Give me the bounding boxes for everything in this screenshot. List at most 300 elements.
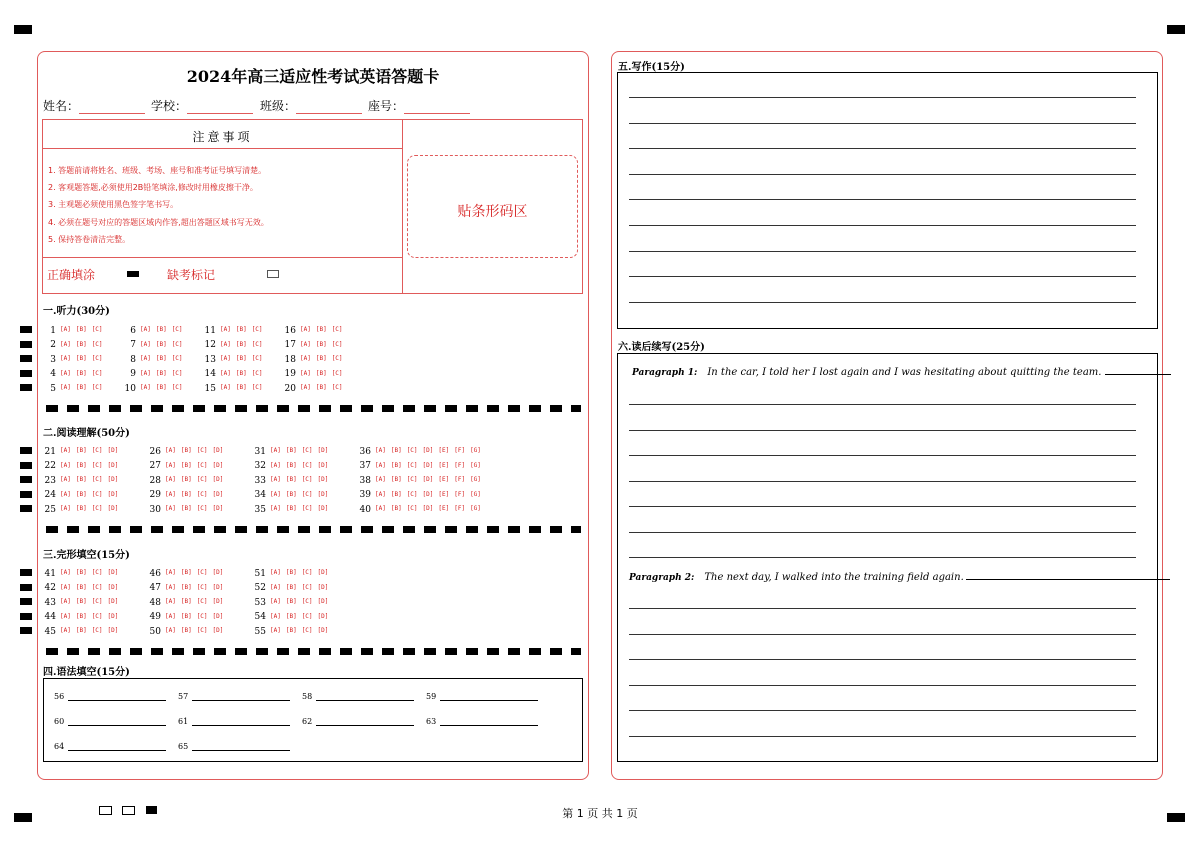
continuation-line (629, 736, 1136, 737)
listening-answer-bubble[interactable]: [B] (155, 384, 167, 391)
cloze-answer-bubble[interactable]: [A] (60, 569, 71, 576)
cloze-question-row (145, 582, 228, 594)
reading-answer-bubble[interactable]: [E] (438, 490, 450, 498)
cloze-answer-bubble[interactable]: [C] (196, 583, 208, 591)
listening-answer-bubble[interactable]: [C] (171, 326, 183, 333)
grammar-blank[interactable] (54, 717, 174, 729)
cloze-answer-bubble[interactable]: [D] (317, 583, 329, 591)
reading-answer-bubble[interactable]: [D] (422, 447, 434, 454)
grammar-blank[interactable] (54, 692, 174, 704)
cloze-answer-bubble[interactable]: [D] (317, 612, 329, 620)
listening-answer-bubble[interactable]: [C] (331, 384, 343, 391)
reading-answer-bubble[interactable]: [F] (454, 461, 466, 469)
reading-question-row (40, 474, 123, 486)
listening-question-number: 8 (130, 354, 136, 365)
listening-answer-bubble[interactable]: [A] (220, 340, 231, 348)
reading-answer-bubble[interactable]: [G] (470, 447, 481, 454)
listening-answer-bubble[interactable]: [C] (91, 355, 103, 362)
reading-question-number: 35 (254, 504, 266, 515)
reading-answer-bubble[interactable]: [C] (301, 476, 313, 483)
reading-answer-bubble[interactable]: [C] (406, 490, 418, 498)
cloze-answer-bubble[interactable]: [D] (107, 612, 119, 620)
reading-answer-bubble[interactable]: [A] (60, 461, 71, 469)
reading-answer-bubble[interactable]: [G] (470, 461, 481, 469)
reading-answer-bubble[interactable]: [F] (454, 490, 466, 498)
cloze-answer-bubble[interactable]: [B] (75, 598, 87, 605)
listening-answer-bubble[interactable]: [B] (155, 326, 167, 333)
listening-question-row (40, 353, 108, 365)
listening-answer-bubble[interactable]: [C] (171, 369, 183, 377)
listening-timing-mark (20, 355, 32, 362)
reading-answer-bubble[interactable]: [F] (454, 447, 466, 454)
cloze-answer-bubble[interactable]: [A] (270, 627, 281, 634)
school-field[interactable] (151, 97, 253, 114)
continuation-line (629, 710, 1136, 711)
reading-question-number: 36 (359, 446, 371, 457)
reading-answer-bubble[interactable]: [G] (470, 476, 481, 483)
listening-answer-bubble[interactable]: [B] (235, 326, 247, 333)
reading-answer-bubble[interactable]: [B] (180, 447, 192, 454)
cloze-answer-bubble[interactable]: [B] (75, 612, 87, 620)
reading-answer-bubble[interactable]: [A] (375, 461, 386, 469)
cloze-question-number: 49 (149, 612, 161, 622)
reading-answer-bubble[interactable]: [B] (75, 461, 87, 469)
reading-answer-bubble[interactable]: [G] (470, 490, 481, 498)
listening-answer-bubble[interactable]: [B] (75, 369, 87, 377)
name-underline (79, 101, 145, 114)
paragraph-2-label: Paragraph 2: (629, 573, 695, 583)
reading-question-number: 27 (149, 461, 161, 471)
listening-answer-bubble[interactable]: [B] (235, 384, 247, 391)
reading-answer-bubble[interactable]: [G] (470, 505, 481, 512)
writing-line (629, 123, 1136, 124)
reading-answer-bubble[interactable]: [A] (270, 447, 281, 454)
cloze-answer-bubble[interactable]: [B] (180, 569, 192, 576)
writing-box[interactable] (617, 72, 1158, 329)
cloze-answer-bubble[interactable]: [A] (60, 612, 71, 620)
listening-timing-mark (20, 326, 32, 333)
listening-answer-bubble[interactable]: [C] (91, 369, 103, 377)
cloze-answer-bubble[interactable]: [D] (107, 598, 119, 605)
cloze-answer-bubble[interactable]: [C] (196, 569, 208, 576)
cloze-answer-bubble[interactable]: [B] (180, 627, 192, 634)
listening-answer-bubble[interactable]: [C] (251, 369, 263, 377)
listening-answer-bubble[interactable]: [B] (75, 340, 87, 348)
cloze-answer-bubble[interactable]: [D] (317, 569, 329, 576)
listening-answer-bubble[interactable]: [B] (315, 369, 327, 377)
reading-answer-bubble[interactable]: [A] (270, 476, 281, 483)
reading-answer-bubble[interactable]: [C] (91, 476, 103, 483)
continuation-line (629, 532, 1136, 533)
reading-answer-bubble[interactable]: [D] (317, 476, 329, 483)
listening-answer-bubble[interactable]: [B] (315, 326, 327, 333)
cloze-timing-mark (20, 569, 32, 576)
listening-question-row (40, 324, 108, 336)
listening-answer-bubble[interactable]: [B] (75, 355, 87, 362)
notice-item: 5. 保持答卷清洁完整。 (48, 234, 131, 244)
reading-answer-bubble[interactable]: [D] (317, 490, 329, 498)
cloze-answer-bubble[interactable]: [D] (212, 627, 224, 634)
reading-question-row (250, 460, 333, 472)
grammar-blank[interactable] (426, 692, 546, 704)
listening-answer-bubble[interactable]: [A] (220, 326, 231, 333)
reading-answer-bubble[interactable]: [C] (91, 461, 103, 469)
cloze-answer-bubble[interactable]: [C] (196, 627, 208, 634)
listening-answer-bubble[interactable]: [B] (155, 355, 167, 362)
listening-answer-bubble[interactable]: [B] (315, 340, 327, 348)
listening-answer-bubble[interactable]: [A] (220, 384, 231, 391)
cloze-answer-bubble[interactable]: [B] (285, 583, 297, 591)
cloze-answer-bubble[interactable]: [C] (301, 627, 313, 634)
grammar-blank[interactable] (54, 742, 174, 754)
cloze-question-row (250, 611, 333, 623)
listening-question-number: 18 (284, 354, 296, 365)
listening-answer-bubble[interactable]: [B] (235, 369, 247, 377)
listening-answer-bubble[interactable]: [B] (155, 340, 167, 348)
reading-answer-bubble[interactable]: [D] (317, 461, 329, 469)
cloze-answer-bubble[interactable]: [A] (60, 583, 71, 591)
reading-answer-bubble[interactable]: [D] (212, 505, 224, 512)
listening-answer-bubble[interactable]: [A] (300, 355, 311, 362)
listening-answer-bubble[interactable]: [A] (140, 355, 151, 362)
reading-answer-bubble[interactable]: [C] (196, 490, 208, 498)
continuation-line (629, 430, 1136, 431)
listening-answer-bubble[interactable]: [C] (171, 355, 183, 362)
reading-answer-bubble[interactable]: [D] (422, 476, 434, 483)
reading-answer-bubble[interactable]: [C] (301, 461, 313, 469)
reading-answer-bubble[interactable]: [D] (212, 461, 224, 469)
cloze-answer-bubble[interactable]: [A] (270, 569, 281, 576)
reading-answer-bubble[interactable]: [A] (60, 505, 71, 512)
cloze-answer-bubble[interactable]: [A] (165, 569, 176, 576)
listening-question-number: 1 (50, 325, 56, 336)
listening-answer-bubble[interactable]: [C] (331, 340, 343, 348)
grammar-blank[interactable] (178, 692, 298, 704)
cloze-answer-bubble[interactable]: [A] (165, 598, 176, 605)
reading-answer-bubble[interactable]: [C] (196, 461, 208, 469)
page-number: 第 1 页 共 1 页 (562, 807, 638, 820)
continuation-line (629, 506, 1136, 507)
class-label: 班级： (260, 99, 297, 113)
name-label: 姓名： (43, 99, 80, 113)
reading-answer-bubble[interactable]: [C] (301, 505, 313, 512)
reading-answer-bubble[interactable]: [A] (375, 476, 386, 483)
listening-answer-bubble[interactable]: [C] (171, 340, 183, 348)
reading-answer-bubble[interactable]: [A] (270, 505, 281, 512)
listening-answer-bubble[interactable]: [A] (140, 326, 151, 333)
cloze-answer-bubble[interactable]: [D] (317, 627, 329, 634)
cloze-answer-bubble[interactable]: [B] (75, 569, 87, 576)
reading-answer-bubble[interactable]: [C] (301, 490, 313, 498)
name-field[interactable] (43, 97, 145, 114)
reading-answer-bubble[interactable]: [A] (270, 461, 281, 469)
reading-answer-bubble[interactable]: [C] (196, 505, 208, 512)
listening-question-number: 10 (124, 383, 136, 394)
cloze-answer-bubble[interactable]: [C] (91, 627, 103, 634)
reading-answer-bubble[interactable]: [B] (285, 476, 297, 483)
listening-answer-bubble[interactable]: [A] (60, 355, 71, 362)
reading-question-number: 38 (359, 475, 371, 486)
class-field[interactable] (260, 97, 362, 114)
listening-answer-bubble[interactable]: [A] (220, 355, 231, 362)
listening-answer-bubble[interactable]: [B] (155, 369, 167, 377)
reading-answer-bubble[interactable]: [B] (285, 505, 297, 512)
reading-answer-bubble[interactable]: [D] (212, 476, 224, 483)
listening-question-row (120, 382, 188, 394)
cloze-answer-bubble[interactable]: [A] (60, 598, 71, 605)
cloze-answer-bubble[interactable]: [B] (285, 598, 297, 605)
cloze-question-row (145, 567, 228, 579)
listening-answer-bubble[interactable]: [B] (315, 384, 327, 391)
cloze-answer-bubble[interactable]: [B] (180, 583, 192, 591)
cloze-question-row (40, 582, 123, 594)
listening-answer-bubble[interactable]: [A] (220, 369, 231, 377)
reading-answer-bubble[interactable]: [A] (60, 476, 71, 483)
listening-answer-bubble[interactable]: [B] (235, 355, 247, 362)
reading-answer-bubble[interactable]: [A] (270, 490, 281, 498)
reading-answer-bubble[interactable]: [B] (390, 505, 402, 512)
listening-answer-bubble[interactable]: [A] (300, 384, 311, 391)
listening-answer-bubble[interactable]: [A] (300, 369, 311, 377)
listening-question-row (120, 368, 188, 380)
cloze-answer-bubble[interactable]: [B] (285, 569, 297, 576)
listening-answer-bubble[interactable]: [A] (60, 369, 71, 377)
reading-answer-bubble[interactable]: [D] (422, 490, 434, 498)
footer-filled-box (146, 806, 157, 814)
cloze-answer-bubble[interactable]: [B] (75, 583, 87, 591)
reading-answer-bubble[interactable]: [D] (107, 461, 119, 469)
reading-answer-bubble[interactable]: [A] (60, 447, 71, 454)
school-underline (187, 101, 253, 114)
grammar-blank[interactable] (178, 742, 298, 754)
reading-answer-bubble[interactable]: [B] (390, 476, 402, 483)
listening-answer-bubble[interactable]: [C] (251, 355, 263, 362)
cloze-answer-bubble[interactable]: [C] (301, 583, 313, 591)
listening-answer-bubble[interactable]: [C] (91, 326, 103, 333)
listening-answer-bubble[interactable]: [A] (140, 369, 151, 377)
cloze-answer-bubble[interactable]: [A] (60, 627, 71, 634)
cloze-answer-bubble[interactable]: [D] (107, 583, 119, 591)
listening-timing-mark (20, 341, 32, 348)
cloze-answer-bubble[interactable]: [A] (165, 612, 176, 620)
reading-answer-bubble[interactable]: [A] (165, 447, 176, 454)
listening-answer-bubble[interactable]: [B] (235, 340, 247, 348)
cloze-answer-bubble[interactable]: [B] (75, 627, 87, 634)
listening-question-row (120, 324, 188, 336)
reading-timing-mark (20, 447, 32, 454)
reading-answer-bubble[interactable]: [A] (165, 476, 176, 483)
listening-answer-bubble[interactable]: [A] (60, 384, 71, 391)
cloze-answer-bubble[interactable]: [C] (91, 583, 103, 591)
reading-answer-bubble[interactable]: [D] (422, 461, 434, 469)
reading-answer-bubble[interactable]: [C] (406, 505, 418, 512)
cloze-answer-bubble[interactable]: [B] (285, 612, 297, 620)
reading-answer-bubble[interactable]: [A] (375, 490, 386, 498)
reading-answer-bubble[interactable]: [D] (317, 505, 329, 512)
reading-answer-bubble[interactable]: [F] (454, 476, 466, 483)
cloze-answer-bubble[interactable]: [D] (107, 569, 119, 576)
listening-answer-bubble[interactable]: [B] (315, 355, 327, 362)
reading-timing-mark (20, 491, 32, 498)
reading-answer-bubble[interactable]: [B] (180, 476, 192, 483)
listening-answer-bubble[interactable]: [B] (75, 326, 87, 333)
grammar-blank[interactable] (302, 692, 422, 704)
listening-answer-bubble[interactable]: [B] (75, 384, 87, 391)
reading-answer-bubble[interactable]: [D] (212, 447, 224, 454)
reading-answer-bubble[interactable]: [E] (438, 461, 450, 469)
grammar-blank-line (68, 725, 166, 726)
reading-answer-bubble[interactable]: [A] (165, 461, 176, 469)
reading-answer-bubble[interactable]: [A] (60, 490, 71, 498)
reading-answer-bubble[interactable]: [D] (107, 490, 119, 498)
cloze-answer-bubble[interactable]: [C] (91, 569, 103, 576)
reading-answer-bubble[interactable]: [A] (165, 490, 176, 498)
reading-answer-bubble[interactable]: [D] (107, 505, 119, 512)
listening-answer-bubble[interactable]: [C] (331, 355, 343, 362)
footer-box (99, 806, 112, 815)
cloze-question-number: 48 (149, 597, 161, 608)
reading-answer-bubble[interactable]: [C] (406, 476, 418, 483)
reading-timing-mark (20, 505, 32, 512)
absent-mark-box[interactable] (267, 270, 279, 278)
cloze-answer-bubble[interactable]: [D] (212, 612, 224, 620)
reading-question-number: 28 (149, 475, 161, 486)
reading-answer-bubble[interactable]: [B] (180, 490, 192, 498)
cloze-answer-bubble[interactable]: [D] (212, 583, 224, 591)
reading-question-row (355, 445, 486, 457)
cloze-answer-bubble[interactable]: [C] (301, 612, 313, 620)
notice-divider-header (42, 148, 403, 149)
barcode-label: 贴条形码区 (457, 204, 528, 220)
reading-answer-bubble[interactable]: [D] (317, 447, 329, 454)
cloze-answer-bubble[interactable]: [C] (301, 569, 313, 576)
reading-answer-bubble[interactable]: [E] (438, 505, 450, 512)
reading-answer-bubble[interactable]: [C] (91, 505, 103, 512)
reading-answer-bubble[interactable]: [D] (107, 447, 119, 454)
listening-answer-bubble[interactable]: [C] (91, 384, 103, 391)
listening-answer-bubble[interactable]: [C] (91, 340, 103, 348)
cloze-answer-bubble[interactable]: [B] (180, 598, 192, 605)
reading-timing-mark (20, 476, 32, 483)
reading-answer-bubble[interactable]: [C] (406, 461, 418, 469)
cloze-answer-bubble[interactable]: [C] (91, 598, 103, 605)
reading-answer-bubble[interactable]: [B] (180, 505, 192, 512)
cloze-question-row (145, 611, 228, 623)
reading-answer-bubble[interactable]: [D] (107, 476, 119, 483)
cloze-answer-bubble[interactable]: [D] (107, 627, 119, 634)
listening-answer-bubble[interactable]: [C] (251, 326, 263, 333)
cloze-answer-bubble[interactable]: [C] (91, 612, 103, 620)
reading-answer-bubble[interactable]: [B] (180, 461, 192, 469)
listening-answer-bubble[interactable]: [C] (251, 340, 263, 348)
reading-answer-bubble[interactable]: [F] (454, 505, 466, 512)
writing-line (629, 148, 1136, 149)
listening-answer-bubble[interactable]: [A] (140, 340, 151, 348)
cloze-answer-bubble[interactable]: [B] (180, 612, 192, 620)
reading-answer-bubble[interactable]: [D] (422, 505, 434, 512)
reading-answer-bubble[interactable]: [B] (285, 461, 297, 469)
listening-answer-bubble[interactable]: [A] (60, 340, 71, 348)
reading-answer-bubble[interactable]: [B] (75, 505, 87, 512)
separator-timing-marks (46, 405, 581, 412)
reading-answer-bubble[interactable]: [A] (375, 505, 386, 512)
listening-answer-bubble[interactable]: [A] (140, 384, 151, 391)
seat-field[interactable] (368, 97, 470, 114)
reading-answer-bubble[interactable]: [C] (91, 490, 103, 498)
grammar-blank[interactable] (302, 717, 422, 729)
reading-answer-bubble[interactable]: [C] (196, 476, 208, 483)
reading-answer-bubble[interactable]: [C] (406, 447, 418, 454)
reading-answer-bubble[interactable]: [C] (91, 447, 103, 454)
cloze-answer-bubble[interactable]: [D] (212, 569, 224, 576)
grammar-blank-line (68, 700, 166, 701)
listening-question-number: 17 (284, 340, 296, 350)
reading-answer-bubble[interactable]: [B] (75, 490, 87, 498)
reading-answer-bubble[interactable]: [B] (75, 447, 87, 454)
grammar-blank-line (192, 725, 290, 726)
listening-answer-bubble[interactable]: [C] (171, 384, 183, 391)
reading-answer-bubble[interactable]: [A] (375, 447, 386, 454)
cloze-answer-bubble[interactable]: [A] (270, 612, 281, 620)
reading-answer-bubble[interactable]: [B] (390, 447, 402, 454)
reading-answer-bubble[interactable]: [B] (390, 461, 402, 469)
grammar-blank[interactable] (426, 717, 546, 729)
cloze-answer-bubble[interactable]: [A] (165, 583, 176, 591)
cloze-answer-bubble[interactable]: [C] (196, 612, 208, 620)
grammar-blank-number: 61 (178, 717, 189, 726)
reading-timing-mark (20, 462, 32, 469)
cloze-question-number: 50 (149, 626, 161, 637)
reading-answer-bubble[interactable]: [E] (438, 476, 450, 483)
reading-answer-bubble[interactable]: [C] (301, 447, 313, 454)
separator-timing-marks (46, 526, 581, 533)
listening-answer-bubble[interactable]: [A] (300, 340, 311, 348)
reading-answer-bubble[interactable]: [A] (165, 505, 176, 512)
listening-answer-bubble[interactable]: [A] (300, 326, 311, 333)
reading-answer-bubble[interactable]: [B] (285, 490, 297, 498)
cloze-answer-bubble[interactable]: [B] (285, 627, 297, 634)
listening-answer-bubble[interactable]: [A] (60, 326, 71, 333)
cloze-answer-bubble[interactable]: [A] (270, 583, 281, 591)
cloze-answer-bubble[interactable]: [A] (270, 598, 281, 605)
listening-answer-bubble[interactable]: [C] (331, 369, 343, 377)
reading-answer-bubble[interactable]: [B] (390, 490, 402, 498)
reading-answer-bubble[interactable]: [D] (212, 490, 224, 498)
reading-answer-bubble[interactable]: [E] (438, 447, 450, 454)
listening-answer-bubble[interactable]: [C] (331, 326, 343, 333)
writing-line (629, 97, 1136, 98)
cloze-answer-bubble[interactable]: [D] (317, 598, 329, 605)
reading-answer-bubble[interactable]: [B] (285, 447, 297, 454)
school-label: 学校： (151, 99, 188, 113)
cloze-answer-bubble[interactable]: [C] (196, 598, 208, 605)
cloze-answer-bubble[interactable]: [A] (165, 627, 176, 634)
grammar-blank[interactable] (178, 717, 298, 729)
listening-question-number: 2 (50, 340, 56, 350)
reading-answer-bubble[interactable]: [C] (196, 447, 208, 454)
reading-answer-bubble[interactable]: [B] (75, 476, 87, 483)
cloze-question-number: 47 (149, 583, 161, 593)
cloze-answer-bubble[interactable]: [D] (212, 598, 224, 605)
reading-question-row (250, 445, 333, 457)
listening-answer-bubble[interactable]: [C] (251, 384, 263, 391)
listening-question-row (120, 353, 188, 365)
cloze-answer-bubble[interactable]: [C] (301, 598, 313, 605)
corner-mark-bottom-left (14, 813, 32, 822)
reading-question-row (355, 460, 486, 472)
grammar-blank-number: 59 (426, 692, 437, 701)
grammar-blank-number: 58 (302, 692, 313, 701)
